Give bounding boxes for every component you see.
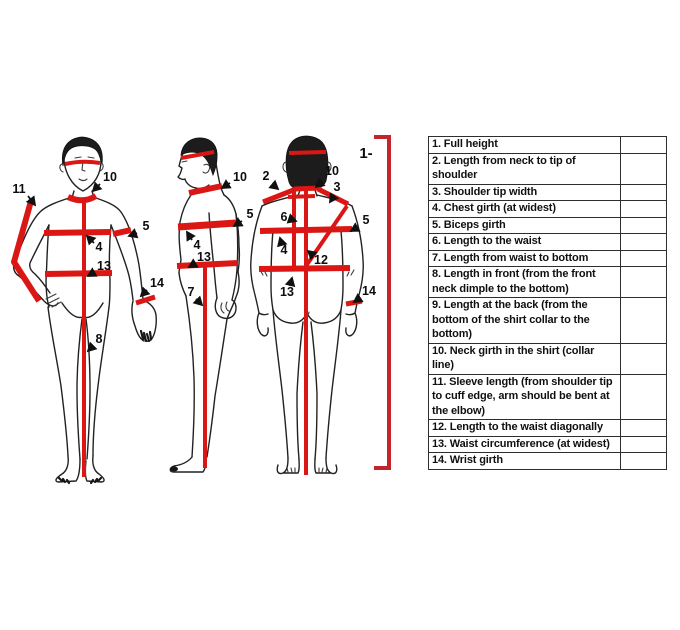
front-wrist-band	[136, 297, 155, 303]
measurement-value-cell	[621, 137, 667, 154]
measurement-value-cell	[621, 343, 667, 374]
measurement-value-cell	[621, 298, 667, 344]
table-row	[429, 343, 667, 374]
front-chest-line	[44, 232, 111, 233]
back-waist-line	[259, 268, 350, 269]
figure-front-view	[12, 137, 164, 483]
figure-side-view	[170, 138, 254, 472]
back-collar-line	[294, 188, 321, 189]
measurement-value-cell	[621, 374, 667, 420]
table-row	[429, 453, 667, 470]
measurement-value-cell	[621, 201, 667, 218]
table-row	[429, 374, 667, 420]
table-row	[429, 250, 667, 267]
table-row	[429, 298, 667, 344]
side-label-4: 4	[193, 238, 201, 252]
back-label-10: 10	[325, 164, 339, 178]
measurement-value-cell	[621, 217, 667, 234]
measurement-label: 7. Length from waist to bottom	[429, 250, 621, 267]
measurement-value-cell	[621, 153, 667, 184]
table-row	[429, 436, 667, 453]
measurement-label: 14. Wrist girth	[429, 453, 621, 470]
measurement-label: 13. Waist circumference (at widest)	[429, 436, 621, 453]
front-label-13: 13	[97, 259, 111, 273]
measurement-label: 6. Length to the waist	[429, 234, 621, 251]
table-row	[429, 137, 667, 154]
measurement-value-cell	[621, 453, 667, 470]
measurement-label: 11. Sleeve length (from shoulder tip to cuff edge, arm should be bent at the elbow)	[429, 374, 621, 420]
measurement-value-cell	[621, 420, 667, 437]
back-headband-line	[289, 152, 326, 153]
measurement-value-cell	[621, 234, 667, 251]
measurement-label: 3. Shoulder tip width	[429, 184, 621, 201]
side-label-10: 10	[233, 170, 247, 184]
back-label-4: 4	[280, 243, 288, 257]
front-label-11: 11	[12, 182, 26, 196]
table-row	[429, 201, 667, 218]
side-label-13: 13	[197, 250, 211, 264]
measurement-label: 8. Length in front (from the front neck dimple to the bottom)	[429, 267, 621, 298]
front-label-5: 5	[142, 219, 150, 233]
side-chest-line	[178, 223, 236, 227]
front-biceps-band	[113, 230, 131, 234]
front-label-8: 8	[95, 332, 103, 346]
measurement-label: 10. Neck girth in the shirt (collar line)	[429, 343, 621, 374]
front-headband-line	[65, 162, 100, 164]
full-height-bracket	[359, 137, 389, 468]
measurement-label: 2. Length from neck to tip of shoulder	[429, 153, 621, 184]
back-chest-line	[260, 229, 352, 231]
back-label-13: 13	[280, 285, 294, 299]
front-label-4: 4	[95, 240, 103, 254]
back-label-6: 6	[280, 210, 288, 224]
front-waist-line	[45, 273, 112, 274]
table-row	[429, 184, 667, 201]
back-label-14: 14	[362, 284, 376, 298]
back-label-2: 2	[262, 169, 270, 183]
measurement-value-cell	[621, 184, 667, 201]
back-label-5: 5	[362, 213, 370, 227]
table-row	[429, 420, 667, 437]
table-row	[429, 267, 667, 298]
measurements-table	[428, 136, 667, 470]
measurement-value-cell	[621, 436, 667, 453]
front-collar-line	[68, 196, 96, 200]
measurement-label: 4. Chest girth (at widest)	[429, 201, 621, 218]
table-row	[429, 153, 667, 184]
back-label-12: 12	[314, 253, 328, 267]
measurement-value-cell	[621, 250, 667, 267]
front-label-10: 10	[103, 170, 117, 184]
table-row	[429, 234, 667, 251]
measurement-label: 12. Length to the waist diagonally	[429, 420, 621, 437]
measurement-label: 5. Biceps girth	[429, 217, 621, 234]
side-label-5: 5	[246, 207, 254, 221]
table-row	[429, 217, 667, 234]
bracket-label-1: 1-	[359, 145, 373, 162]
measurement-label: 9. Length at the back (from the bottom of the shirt collar to the bottom)	[429, 298, 621, 344]
measurement-value-cell	[621, 267, 667, 298]
measurement-label: 1. Full height	[429, 137, 621, 154]
figure-back-view	[251, 136, 376, 475]
back-label-3: 3	[333, 180, 341, 194]
side-label-7: 7	[187, 285, 195, 299]
front-label-14: 14	[150, 276, 164, 290]
